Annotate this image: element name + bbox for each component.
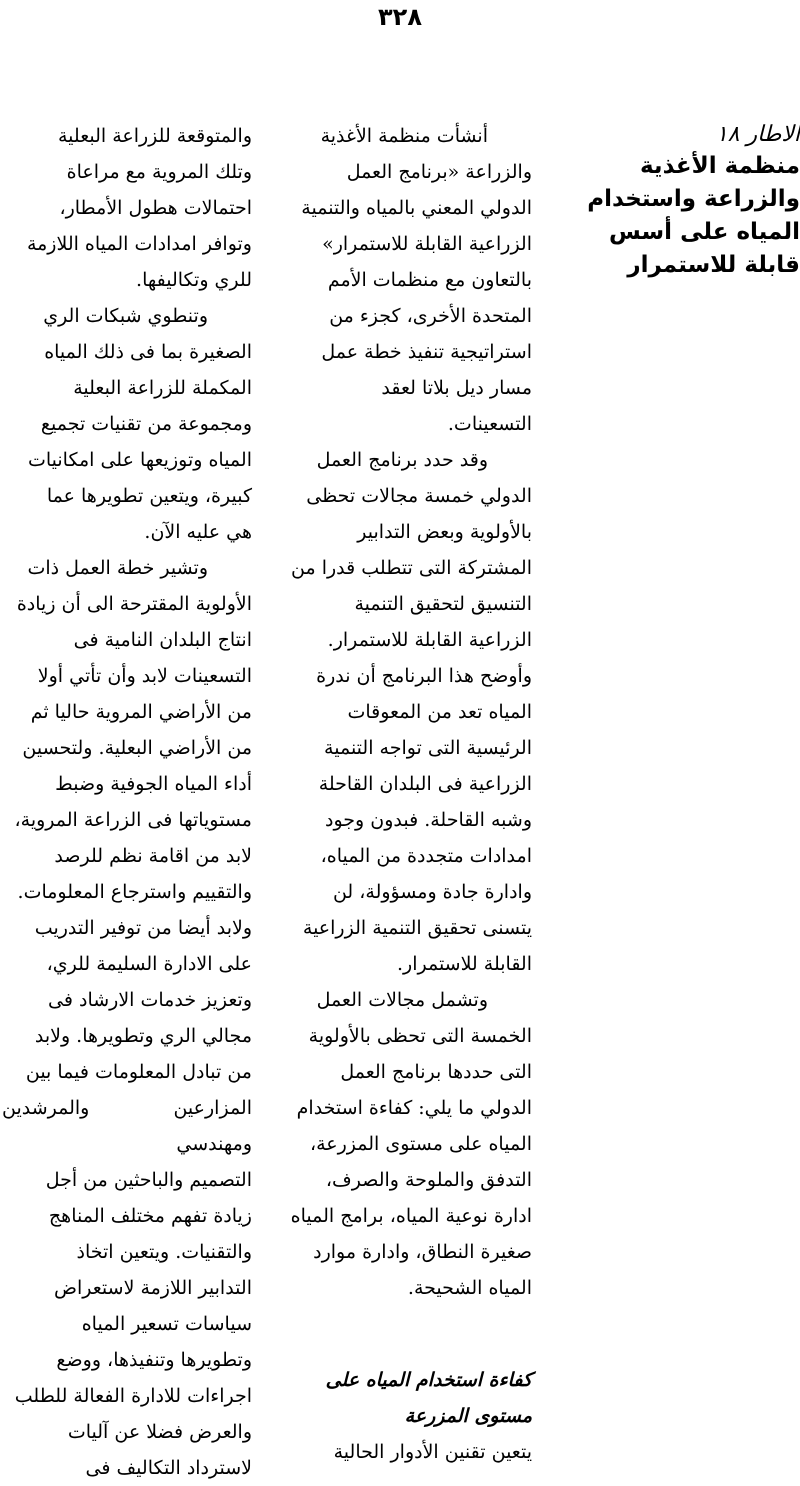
- paragraph: وتنطوي شبكات الري الصغيرة بما فى ذلك المياه المكملة للزراعة البعلية ومجموعة من تقنيات تجميع المياه وتوزيعها على امكانيات كبيرة، ويتعين تطويرها عما هي عليه الآن.: [27, 305, 252, 543]
- paragraph: وتشير خطة العمل ذات الأولوية المقترحة الى أن زيادة انتاج البلدان النامية فى التسعينات لابد وأن تأتي أولا من الأراضي المروية حاليا ثم من الأراضي البعلية. ولتحسين أداء المياه الجوفية وضبط مستوياتها فى الزراعة المروية، لابد من اقامة نظم للرصد والتقييم واسترجاع المعلومات. ولابد أيضا من توفير التدريب على الادارة السليمة للري، وتعزيز خدمات الارشاد فى مجالي الري وتطويرها. ولابد من تبادل المعلومات فيما بين المزارعين والمرشدين ومهندسي التصميم والباحثين من أجل زيادة تفهم مختلف المناهج والتقنيات. ويتعين اتخاذ التدابير اللازمة لاستعراض سياسات تسعير المياه وتطويرها وتنفيذها، ووضع اجراءات للادارة الفعالة للطلب والعرض فضلا عن آليات لاسترداد التكاليف فى: [2, 557, 252, 1479]
- box-label: الاطار ١٨: [715, 122, 800, 147]
- paragraph: والمتوقعة للزراعة البعلية وتلك المروية مع مراعاة احتمالات هطول الأمطار، وتوافر امدادات المياه اللازمة للري وتكاليفها.: [26, 125, 252, 291]
- paragraph: وتشمل مجالات العمل الخمسة التى تحظى بالأولوية التى حددها برنامج العمل الدولي ما يلي: كفاءة استخدام المياه على مستوى المزرعة، التدفق والملوحة والصرف، ادارة نوعية المياه، برامج المياه صغيرة النطاق، وادارة موارد المياه الشحيحة.: [290, 989, 532, 1299]
- middle-column: [276, 118, 532, 1470]
- paragraph: وقد حدد برنامج العمل الدولي خمسة مجالات تحظى بالأولوية وبعض التدابير المشتركة التى تتطلب قدرا من التنسيق لتحقيق التنمية الزراعية القابلة للاستمرار. وأوضح هذا البرنامج أن ندرة المياه تعد من المعوقات الرئيسية التى تواجه التنمية الزراعية فى البلدان القاحلة وشبه القاحلة. فبدون وجود امدادات متجددة من المياه، وادارة جادة ومسؤولة، لن يتسنى تحقيق التنمية الزراعية القابلة للاستمرار.: [291, 449, 532, 975]
- left-column: [2, 118, 252, 1486]
- paragraph: أنشأت منظمة الأغذية والزراعة «برنامج العمل الدولي المعني بالمياه والتنمية الزراعية القابلة للاستمرار» بالتعاون مع منظمات الأمم المتحدة الأخرى، كجزء من استراتيجية تنفيذ خطة عمل مسار ديل بلاتا لعقد التسعينات.: [301, 125, 532, 435]
- box-title: منظمة الأغذية والزراعة واستخدام المياه على أسس قابلة للاستمرار: [587, 153, 800, 278]
- paragraph: يتعين تقنين الأدوار الحالية: [333, 1441, 532, 1463]
- box-sidebar: [550, 120, 800, 282]
- page-number: ٣٢٨: [378, 3, 422, 31]
- subheading: كفاءة استخدام المياه على مستوى المزرعة: [325, 1369, 532, 1427]
